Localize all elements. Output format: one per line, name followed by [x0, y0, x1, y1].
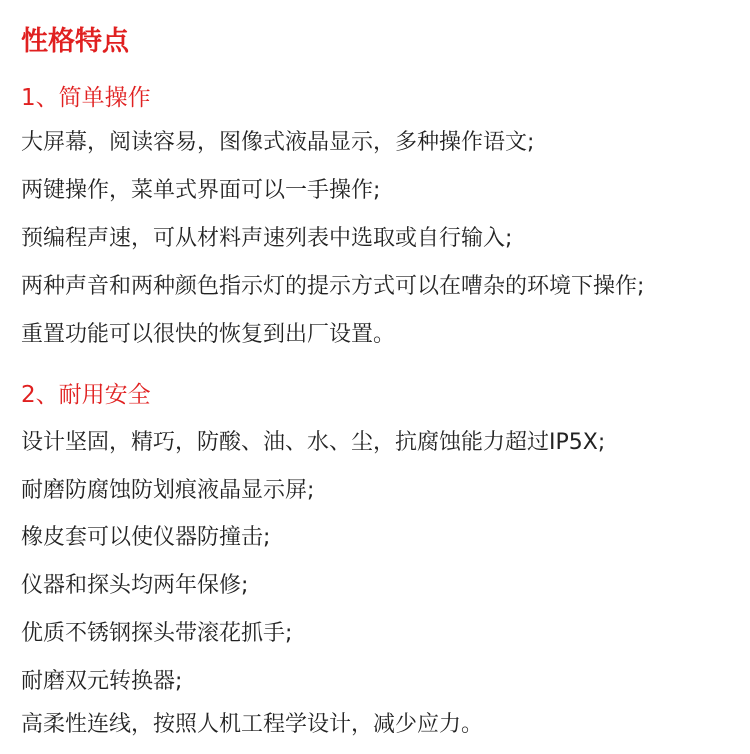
- feature-line: 优质不锈钢探头带滚花抓手;: [21, 621, 293, 646]
- section-heading-durable-safe: 2、耐用安全: [21, 382, 151, 408]
- feature-line: 高柔性连线，按照人机工程学设计，减少应力。: [21, 712, 484, 737]
- feature-line: 预编程声速，可从材料声速列表中选取或自行输入;: [21, 226, 513, 251]
- feature-line: 耐磨双元转换器;: [21, 669, 183, 694]
- feature-line: 两键操作，菜单式界面可以一手操作;: [21, 178, 381, 203]
- feature-line: 橡皮套可以使仪器防撞击;: [21, 525, 271, 550]
- feature-line: 耐磨防腐蚀防划痕液晶显示屏;: [21, 478, 315, 503]
- feature-line: 设计坚固，精巧，防酸、油、水、尘，抗腐蚀能力超过IP5X;: [21, 430, 606, 455]
- feature-line: 仪器和探头均两年保修;: [21, 573, 249, 598]
- section-heading-simple-operation: 1、简单操作: [21, 85, 151, 111]
- page-title: 性格特点: [21, 26, 129, 57]
- feature-line: 重置功能可以很快的恢复到出厂设置。: [21, 322, 396, 347]
- feature-line: 大屏幕，阅读容易，图像式液晶显示，多种操作语文;: [21, 130, 535, 155]
- feature-line: 两种声音和两种颜色指示灯的提示方式可以在嘈杂的环境下操作;: [21, 274, 645, 299]
